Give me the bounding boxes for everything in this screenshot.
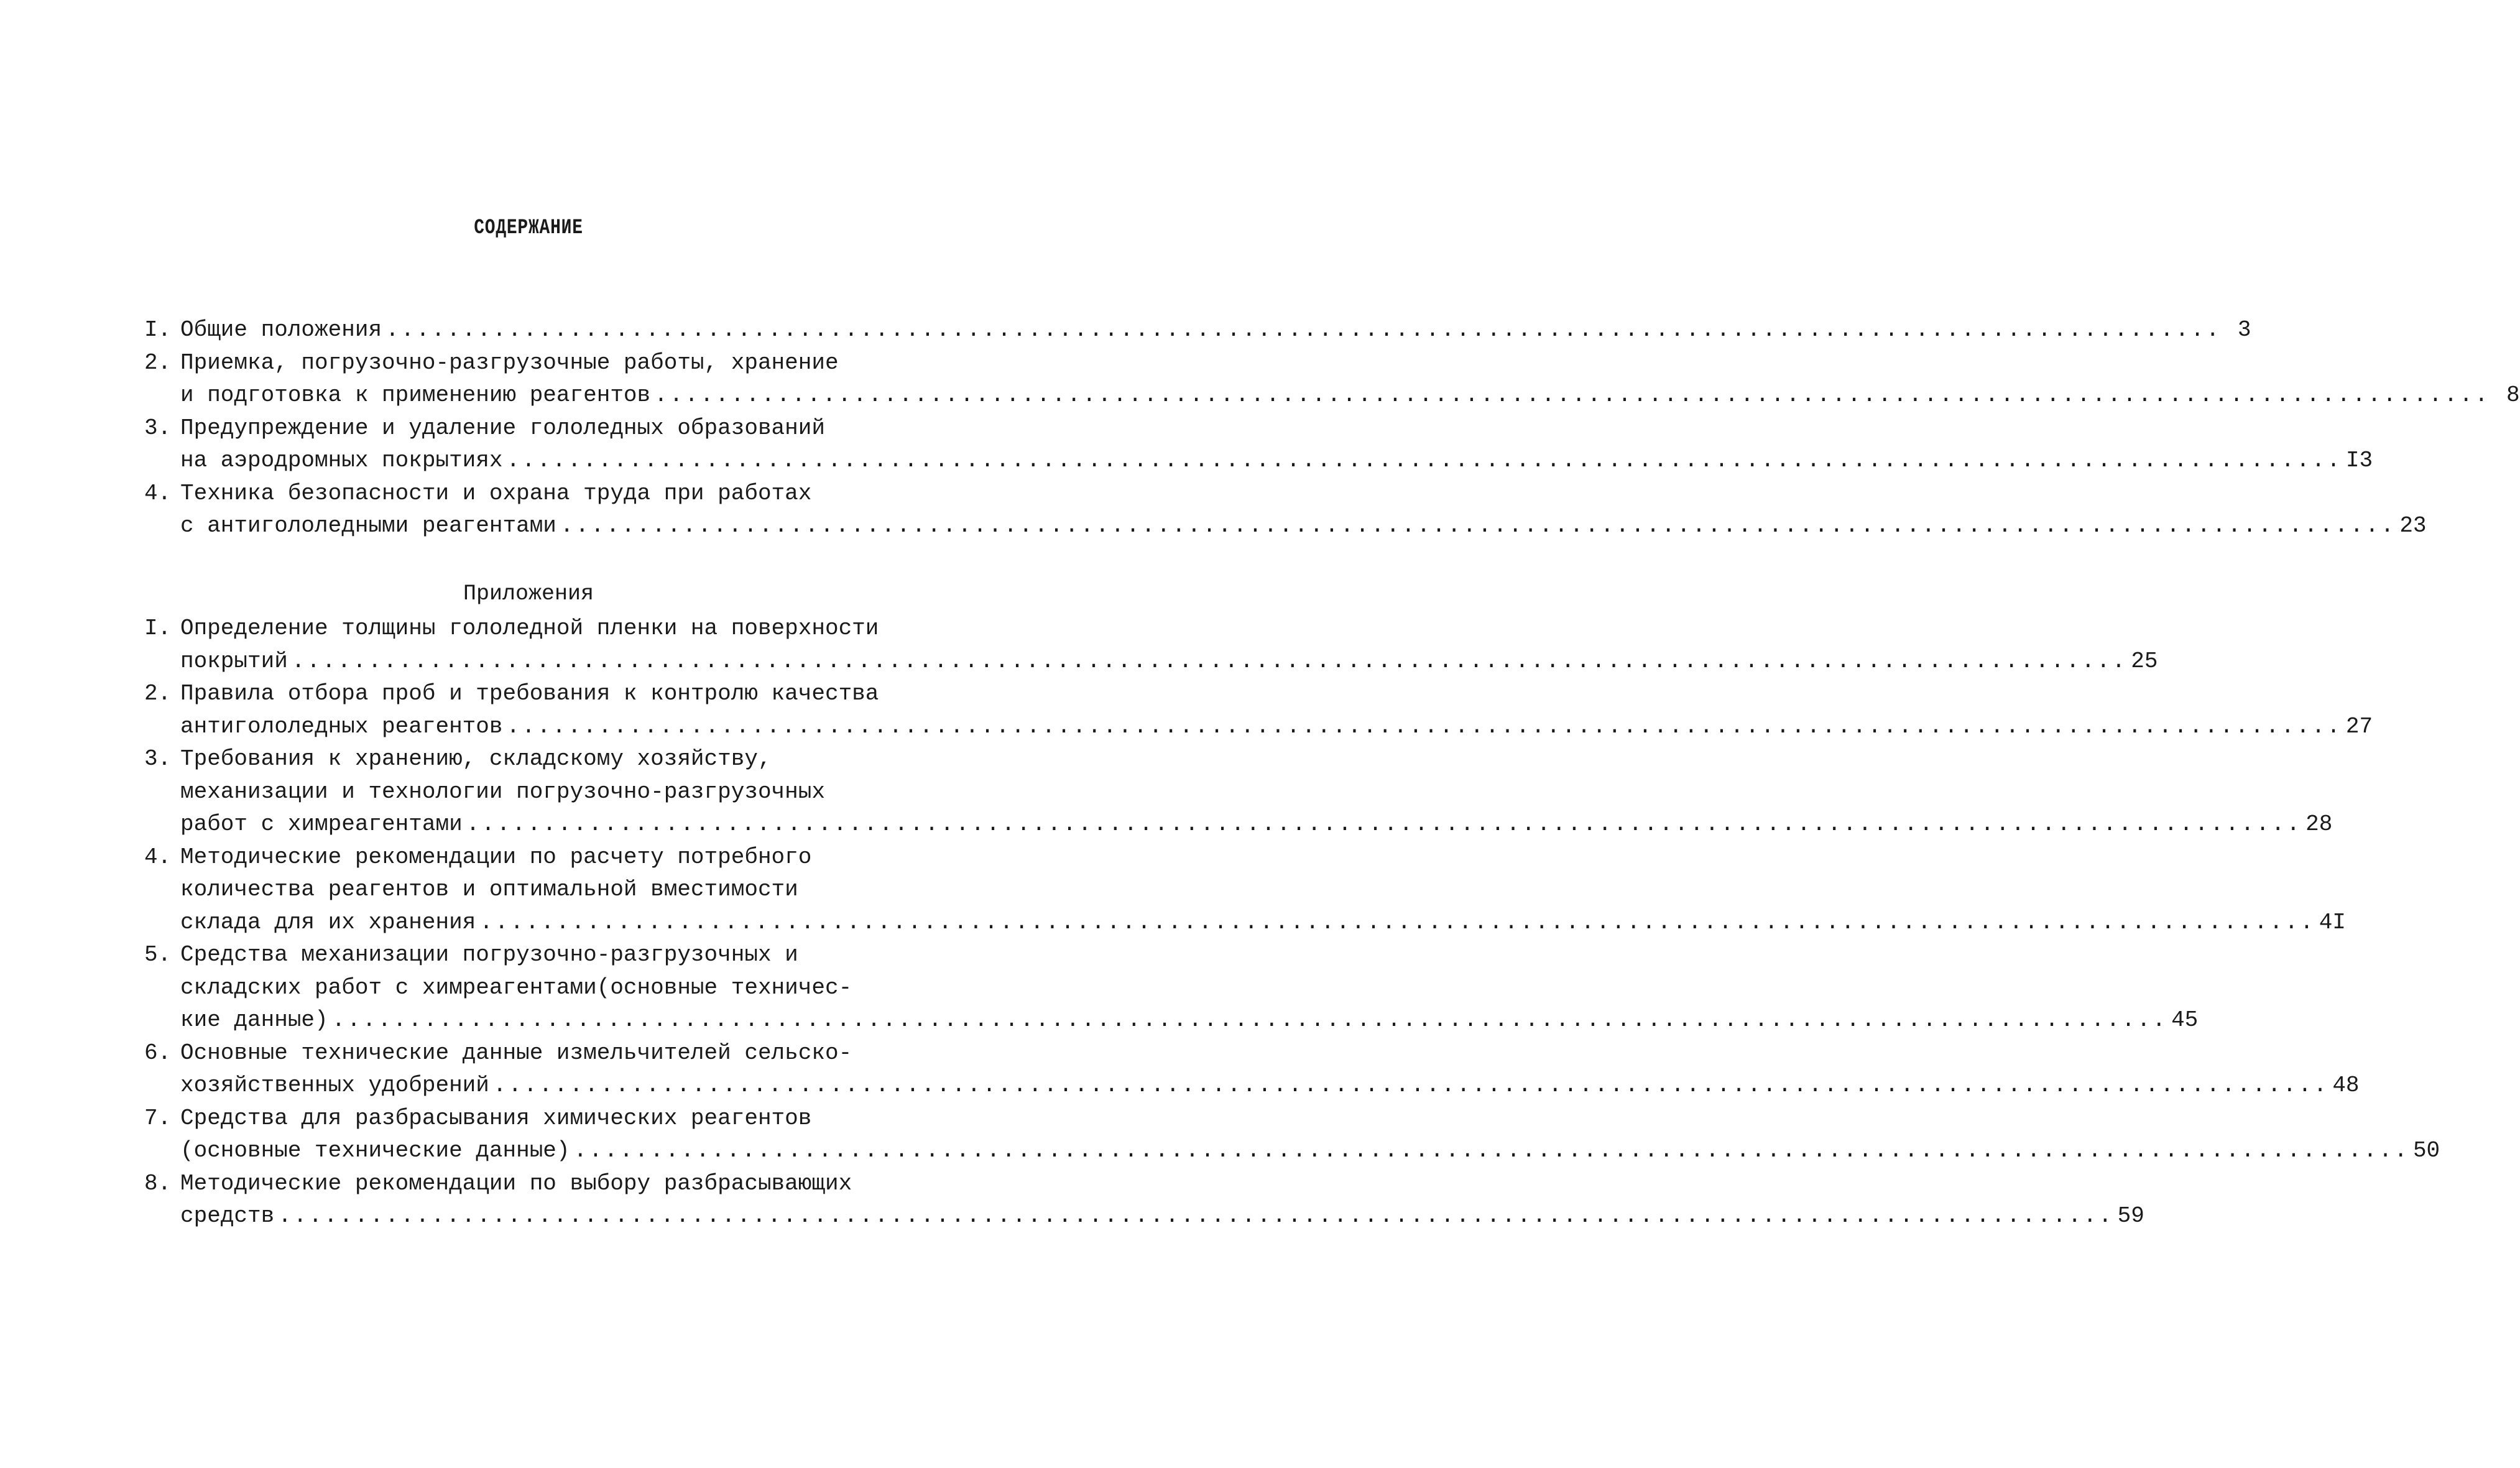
- toc-entry-line: [144, 314, 2251, 347]
- toc-entry-line: [144, 776, 900, 809]
- toc-entry: [144, 478, 2427, 543]
- dot-leader: ........................................................................................................................: [331, 1007, 2168, 1033]
- entry-text: на аэродромных покрытиях: [180, 448, 503, 473]
- toc-entry: [144, 314, 2251, 347]
- entry-page-number: 25: [2131, 648, 2158, 674]
- entry-page-number: I3: [2345, 448, 2373, 473]
- entry-text: Средства механизации погрузочно-разгрузочных и: [180, 942, 798, 967]
- toc-entry: [144, 743, 2333, 841]
- toc-entry: [144, 412, 2373, 478]
- toc-entry-line: [144, 1069, 2360, 1102]
- entry-text: покрытий: [180, 648, 288, 674]
- toc-entry-line: [144, 412, 900, 445]
- entry-text: количества реагентов и оптимальной вместимости: [180, 877, 798, 902]
- entry-text: складских работ с химреагентами(основные техничес-: [180, 974, 852, 1000]
- toc-entry: [144, 939, 2199, 1037]
- entry-page-number: 27: [2345, 713, 2373, 739]
- toc-entry-line: [144, 874, 900, 907]
- entry-text: (основные технические данные): [180, 1138, 570, 1163]
- entry-text: Общие положения: [180, 317, 382, 343]
- toc-entry: [144, 612, 2158, 678]
- toc-entry-line: [144, 1037, 900, 1070]
- toc-entry-line: [144, 743, 900, 776]
- entry-text: кие данные): [180, 1007, 328, 1033]
- dot-leader: ........................................................................................................................: [385, 317, 2222, 343]
- entry-number: 5.: [144, 942, 172, 967]
- entry-text: Правила отбора проб и требования к контролю качества: [180, 681, 879, 706]
- toc-entry: [144, 1037, 2360, 1102]
- toc-entry: [144, 841, 2346, 939]
- page-title: СОДЕРЖАНИЕ: [474, 216, 583, 240]
- dot-leader: ........................................................................................................................: [506, 448, 2342, 473]
- entry-number: 3.: [144, 746, 172, 772]
- toc-entry-line: [144, 612, 900, 645]
- toc-entry: [144, 1168, 2144, 1233]
- entry-number: I.: [144, 616, 172, 641]
- entry-number: 4.: [144, 844, 172, 870]
- entry-text: работ с химреагентами: [180, 811, 463, 837]
- entry-text: и подготовка к применению реагентов: [180, 382, 651, 408]
- toc-entry: [144, 347, 2520, 412]
- entry-text: антигололедных реагентов: [180, 713, 503, 739]
- toc-entry-line: [144, 1102, 900, 1135]
- toc-entry-line: [144, 510, 2427, 543]
- toc-entry-line: [144, 1135, 2440, 1168]
- entry-text: Требования к хранению, складскому хозяйству,: [180, 746, 772, 772]
- toc-entry-line: [144, 347, 900, 380]
- toc-entry-line: [144, 972, 900, 1005]
- toc-entry-line: [144, 808, 2333, 841]
- toc-entry-line: [144, 379, 2520, 412]
- entry-text: Методические рекомендации по расчету потребного: [180, 844, 812, 870]
- entry-text: средств: [180, 1203, 275, 1229]
- dot-leader: ........................................................................................................................: [466, 811, 2302, 837]
- dot-leader: ........................................................................................................................: [479, 909, 2315, 935]
- entry-text: хозяйственных удобрений: [180, 1073, 489, 1098]
- dot-leader: ........................................................................................................................: [560, 513, 2396, 538]
- entry-text: Техника безопасности и охрана труда при работах: [180, 480, 812, 506]
- appendix-list: [144, 612, 2440, 1233]
- toc-entry-line: [144, 1168, 900, 1201]
- toc-entry-line: [144, 939, 900, 972]
- toc-entry-line: [144, 645, 2158, 678]
- entry-number: 3.: [144, 415, 172, 441]
- toc-entry-line: [144, 841, 900, 874]
- toc-entry-line: [144, 445, 2373, 478]
- entry-page-number: 50: [2412, 1138, 2440, 1163]
- toc-entry-line: [144, 711, 2373, 744]
- entry-number: 4.: [144, 480, 172, 506]
- toc-entry-line: [144, 907, 2346, 939]
- entry-page-number: 8: [2506, 382, 2520, 408]
- entry-number: I.: [144, 317, 172, 343]
- entry-page-number: 45: [2171, 1007, 2199, 1033]
- dot-leader: ........................................................................................................................: [573, 1138, 2409, 1163]
- entry-text: Средства для разбрасывания химических реагентов: [180, 1105, 812, 1131]
- appendix-heading: Приложения: [463, 581, 594, 606]
- entry-text: Предупреждение и удаление гололедных образований: [180, 415, 825, 441]
- entry-text: с антигололедными реагентами: [180, 513, 556, 538]
- entry-page-number: 28: [2305, 811, 2333, 837]
- entry-page-number: 3: [2237, 317, 2251, 343]
- entry-text: Методические рекомендации по выбору разбрасывающих: [180, 1170, 852, 1196]
- entry-page-number: 48: [2332, 1073, 2360, 1098]
- dot-leader: ........................................................................................................................: [492, 1073, 2329, 1098]
- dot-leader: ........................................................................................................................: [506, 713, 2342, 739]
- entry-number: 8.: [144, 1170, 172, 1196]
- entry-text: Определение толщины гололедной пленки на поверхности: [180, 616, 879, 641]
- entry-page-number: 4I: [2319, 909, 2346, 935]
- toc-entry-line: [144, 478, 900, 510]
- toc-entry-line: [144, 678, 900, 711]
- toc-entry-line: [144, 1200, 2144, 1233]
- entry-text: Приемка, погрузочно-разгрузочные работы, хранение: [180, 349, 839, 376]
- entry-number: 7.: [144, 1105, 172, 1131]
- entry-number: 2.: [144, 349, 172, 376]
- entry-page-number: 59: [2117, 1203, 2144, 1229]
- toc-entry-line: [144, 1004, 2199, 1037]
- dot-leader: ........................................................................................................................: [291, 648, 2128, 674]
- dot-leader: ........................................................................................................................: [278, 1203, 2114, 1229]
- toc-entry: [144, 678, 2373, 743]
- toc-entry: [144, 1102, 2440, 1168]
- entry-text: склада для их хранения: [180, 909, 476, 935]
- contents-list: [144, 314, 2520, 543]
- dot-leader: ........................................................................................................................: [654, 382, 2490, 408]
- entry-text: механизации и технологии погрузочно-разгрузочных: [180, 778, 825, 805]
- entry-text: Основные технические данные измельчителей сельско-: [180, 1040, 852, 1066]
- entry-number: 6.: [144, 1040, 172, 1066]
- entry-number: 2.: [144, 681, 172, 706]
- entry-page-number: 23: [2399, 513, 2427, 538]
